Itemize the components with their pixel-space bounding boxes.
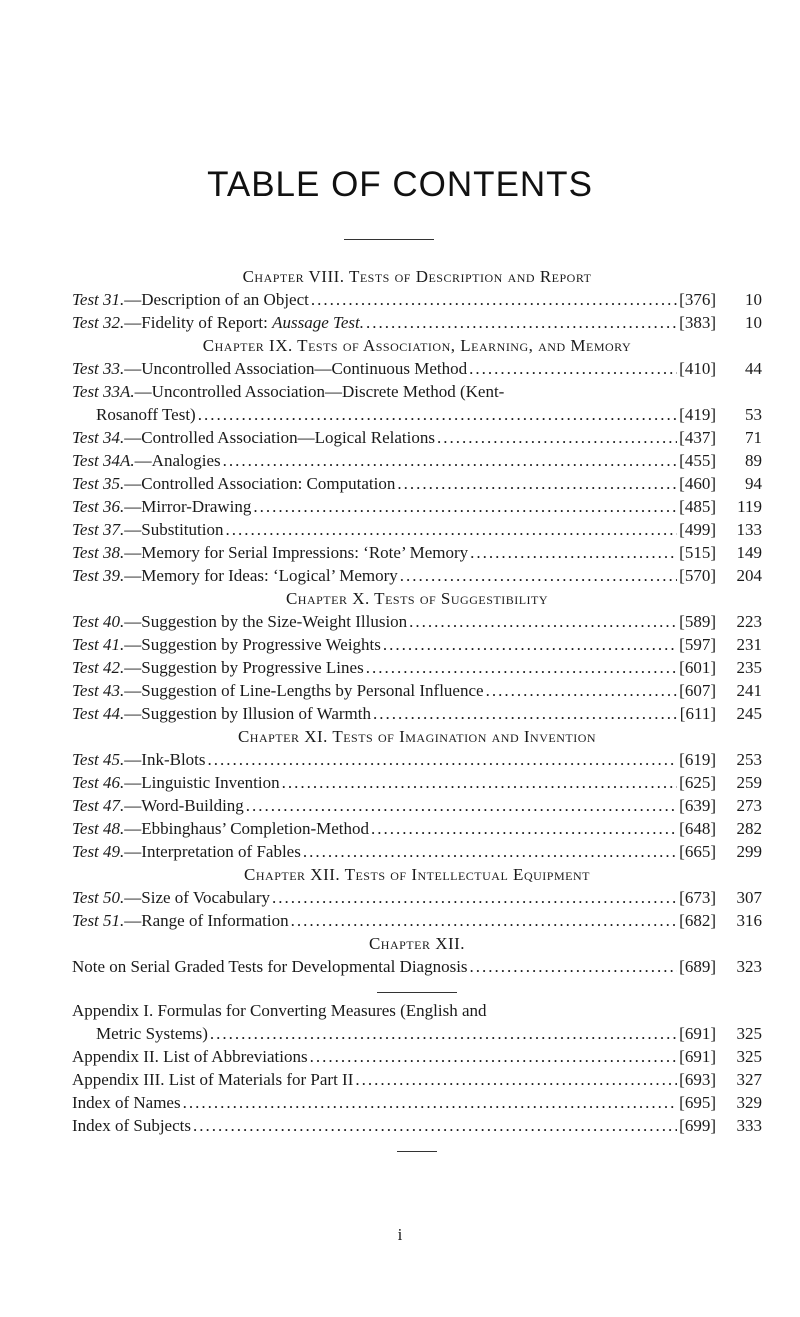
entry-title: Test 31.—Description of an Object: [72, 290, 309, 309]
page-ref: 282: [736, 819, 762, 838]
dot-leader: [311, 288, 677, 311]
entry-title: Test 37.—Substitution: [72, 520, 224, 539]
test-label: Test 41.: [72, 635, 125, 654]
toc-entry: [72, 518, 762, 541]
chapter-heading: Chapter X. Tests of Suggestibility: [285, 589, 549, 608]
entry-title: Appendix II. List of Abbreviations: [72, 1047, 308, 1066]
page-ref: 333: [736, 1116, 762, 1135]
entry-title: Test 49.—Interpretation of Fables: [72, 842, 301, 861]
entry-title: Test 39.—Memory for Ideas: ‘Logical’ Memory: [72, 566, 398, 585]
dot-leader: [355, 1068, 677, 1091]
section-reference: [665]: [679, 842, 716, 861]
toc-entry: [72, 702, 762, 725]
page-ref: 231: [736, 635, 762, 654]
section-reference: [695]: [679, 1093, 716, 1112]
chapter-heading: Chapter XII.: [368, 934, 466, 953]
page-ref: 235: [736, 658, 762, 677]
entry-title: Test 36.—Mirror-Drawing: [72, 497, 252, 516]
page-ref: 94: [745, 474, 762, 493]
page-ref: 299: [736, 842, 762, 861]
dot-leader: [246, 794, 677, 817]
test-label: Test 46.: [72, 773, 125, 792]
section-reference: [673]: [679, 888, 716, 907]
entry-title: Test 41.—Suggestion by Progressive Weights: [72, 635, 381, 654]
test-label: Test 45.: [72, 750, 125, 769]
section-reference: [693]: [679, 1070, 716, 1089]
page-ref: 44: [745, 359, 762, 378]
entry-title: Test 42.—Suggestion by Progressive Lines: [72, 658, 364, 677]
test-label: Test 50.: [72, 888, 125, 907]
section-reference: [419]: [679, 405, 716, 424]
page-ref: 10: [745, 313, 762, 332]
page-number: i: [397, 1225, 403, 1244]
page-ref: 325: [736, 1047, 762, 1066]
toc-entry: [72, 288, 762, 311]
test-label: Test 39.: [72, 566, 125, 585]
test-label: Test 42.: [72, 658, 125, 677]
title-rule: [344, 239, 434, 240]
page-ref: 149: [736, 543, 762, 562]
dot-leader: [310, 1045, 678, 1068]
page-ref: 316: [736, 911, 762, 930]
entry-title: Test 35.—Controlled Association: Computation: [72, 474, 396, 493]
toc-entry: [72, 357, 762, 380]
dot-leader: [437, 426, 677, 449]
test-label: Test 48.: [72, 819, 125, 838]
dot-leader: [291, 909, 678, 932]
toc-entry: [72, 403, 762, 426]
dot-leader: [272, 886, 677, 909]
appendix-entry: [72, 1114, 762, 1137]
dot-leader: [282, 771, 678, 794]
section-reference: [410]: [679, 359, 716, 378]
dot-leader: [469, 357, 677, 380]
appendix-entry: [72, 1045, 762, 1068]
test-label: Test 37.: [72, 520, 125, 539]
test-label: Test 49.: [72, 842, 125, 861]
section-reference: [570]: [679, 566, 716, 585]
dot-leader: [470, 541, 677, 564]
page-ref: 327: [736, 1070, 762, 1089]
toc-entry: [72, 633, 762, 656]
section-gap: [72, 978, 762, 992]
section-reference: [515]: [679, 543, 716, 562]
appendix-entry: [72, 1022, 762, 1045]
toc-entry: [72, 541, 762, 564]
page-ref: 329: [736, 1093, 762, 1112]
page-ref: 259: [736, 773, 762, 792]
page-ref: 245: [736, 704, 762, 723]
entry-italic-text: Aussage Test.: [272, 313, 365, 332]
appendix-entry-line: [72, 999, 762, 1022]
toc-entry: [72, 748, 762, 771]
page-ref: 53: [745, 405, 762, 424]
test-label: Test 38.: [72, 543, 125, 562]
entry-continuation: Metric Systems): [96, 1024, 208, 1043]
test-label: Test 31.: [72, 290, 125, 309]
toc-entry: [72, 909, 762, 932]
divider: [377, 992, 457, 993]
toc-entry: [72, 311, 762, 334]
chapter-heading: Chapter VIII. Tests of Description and Report: [242, 267, 592, 286]
entry-continuation: Rosanoff Test): [96, 405, 196, 424]
test-label: Test 33A.: [72, 382, 135, 401]
section-reference: [376]: [679, 290, 716, 309]
test-label: Test 47.: [72, 796, 125, 815]
entry-title: Test 33.—Uncontrolled Association—Continuous Method: [72, 359, 468, 378]
section-reference: [455]: [679, 451, 716, 470]
toc-entry: [72, 886, 762, 909]
page-title: TABLE OF CONTENTS: [207, 165, 593, 204]
entry-title: Test 33A.—Uncontrolled Association—Discrete Method (Kent-: [72, 382, 505, 401]
bottom-divider: [397, 1151, 437, 1152]
entry-title: Test 50.—Size of Vocabulary: [72, 888, 271, 907]
dot-leader: [366, 311, 677, 334]
entry-title: Test 40.—Suggestion by the Size-Weight Illusion: [72, 612, 408, 631]
section-reference: [619]: [679, 750, 716, 769]
appendix-entry: [72, 1068, 762, 1091]
dot-leader: [183, 1091, 678, 1114]
section-reference: [460]: [679, 474, 716, 493]
section-reference: [691]: [679, 1024, 716, 1043]
toc-entry: [72, 817, 762, 840]
page-ref: 119: [737, 497, 762, 516]
toc-entry: [72, 495, 762, 518]
section-reference: [607]: [679, 681, 716, 700]
section-reference: [625]: [679, 773, 716, 792]
entry-title: Test 32.—Fidelity of Report: Aussage Test.: [72, 313, 365, 332]
dot-leader: [383, 633, 677, 656]
entry-title: Test 46.—Linguistic Invention: [72, 773, 280, 792]
dot-leader: [223, 449, 678, 472]
entry-title: Test 34.—Controlled Association—Logical Relations: [72, 428, 435, 447]
toc-entry: [72, 449, 762, 472]
test-label: Test 34.: [72, 428, 125, 447]
page-ref: 323: [736, 957, 762, 976]
page-ref: 204: [736, 566, 762, 585]
dot-leader: [371, 817, 677, 840]
dot-leader: [193, 1114, 677, 1137]
page-ref: 71: [745, 428, 762, 447]
section-reference: [597]: [679, 635, 716, 654]
entry-title: Test 38.—Memory for Serial Impressions: ‘Rote’ Memory: [72, 543, 469, 562]
chapter-heading: Chapter XI. Tests of Imagination and Invention: [237, 727, 597, 746]
entry-title: Index of Subjects: [72, 1116, 191, 1135]
entry-title: Index of Names: [72, 1093, 181, 1112]
entry-title: Appendix III. List of Materials for Part II: [72, 1070, 354, 1089]
dot-leader: [400, 564, 677, 587]
entry-title: Test 45.—Ink-Blots: [72, 750, 206, 769]
section-reference: [611]: [679, 704, 716, 723]
section-reference: [589]: [679, 612, 716, 631]
entry-title: Test 51.—Range of Information: [72, 911, 289, 930]
dot-leader: [409, 610, 677, 633]
test-label: Test 51.: [72, 911, 125, 930]
toc-entry: [72, 840, 762, 863]
toc-entry: [72, 679, 762, 702]
page-ref: 89: [745, 451, 762, 470]
dot-leader: [366, 656, 677, 679]
dot-leader: [397, 472, 677, 495]
test-label: Test 32.: [72, 313, 125, 332]
section-reference: [699]: [679, 1116, 716, 1135]
section-reference: [437]: [679, 428, 716, 447]
test-label: Test 40.: [72, 612, 125, 631]
test-label: Test 35.: [72, 474, 125, 493]
entry-title: Test 47.—Word-Building: [72, 796, 244, 815]
page-ref: 133: [736, 520, 762, 539]
section-reference: [601]: [679, 658, 716, 677]
table-of-contents: [72, 265, 762, 1152]
toc-entry-line: [72, 380, 762, 403]
dot-leader: [210, 1022, 677, 1045]
entry-title: Appendix I. Formulas for Converting Measures (English and: [72, 1001, 487, 1020]
dot-leader: [486, 679, 678, 702]
entry-title: Test 34A.—Analogies: [72, 451, 221, 470]
section-reference: [691]: [679, 1047, 716, 1066]
page-ref: 10: [745, 290, 762, 309]
page-ref: 273: [736, 796, 762, 815]
dot-leader: [253, 495, 677, 518]
section-reference: [383]: [679, 313, 716, 332]
entry-title: Note on Serial Graded Tests for Developmental Diagnosis: [72, 957, 468, 976]
chapter-heading: Chapter XII. Tests of Intellectual Equipment: [244, 865, 590, 884]
dot-leader: [198, 403, 677, 426]
page-ref: 223: [736, 612, 762, 631]
toc-entry: [72, 656, 762, 679]
dot-leader: [225, 518, 677, 541]
section-reference: [689]: [679, 957, 716, 976]
appendix-entry: [72, 1091, 762, 1114]
page-ref: 307: [736, 888, 762, 907]
entry-title: Test 44.—Suggestion by Illusion of Warmth: [72, 704, 371, 723]
section-reference: [682]: [679, 911, 716, 930]
section-reference: [648]: [679, 819, 716, 838]
toc-entry: [72, 426, 762, 449]
dot-leader: [373, 702, 678, 725]
dot-leader: [470, 955, 678, 978]
toc-entry: [72, 955, 762, 978]
page-ref: 325: [736, 1024, 762, 1043]
section-reference: [499]: [679, 520, 716, 539]
test-label: Test 36.: [72, 497, 125, 516]
toc-entry: [72, 771, 762, 794]
dot-leader: [208, 748, 678, 771]
page-ref: 241: [736, 681, 762, 700]
toc-entry: [72, 794, 762, 817]
toc-entry: [72, 564, 762, 587]
entry-title: Test 48.—Ebbinghaus’ Completion-Method: [72, 819, 370, 838]
section-reference: [485]: [679, 497, 716, 516]
toc-entry: [72, 610, 762, 633]
section-reference: [639]: [679, 796, 716, 815]
chapter-heading: Chapter IX. Tests of Association, Learning, and Memory: [202, 336, 632, 355]
test-label: Test 44.: [72, 704, 125, 723]
dot-leader: [303, 840, 677, 863]
test-label: Test 43.: [72, 681, 125, 700]
toc-entry: [72, 472, 762, 495]
test-label: Test 34A.: [72, 451, 135, 470]
page-ref: 253: [736, 750, 762, 769]
entry-title: Test 43.—Suggestion of Line-Lengths by Personal Influence: [72, 681, 484, 700]
test-label: Test 33.: [72, 359, 125, 378]
